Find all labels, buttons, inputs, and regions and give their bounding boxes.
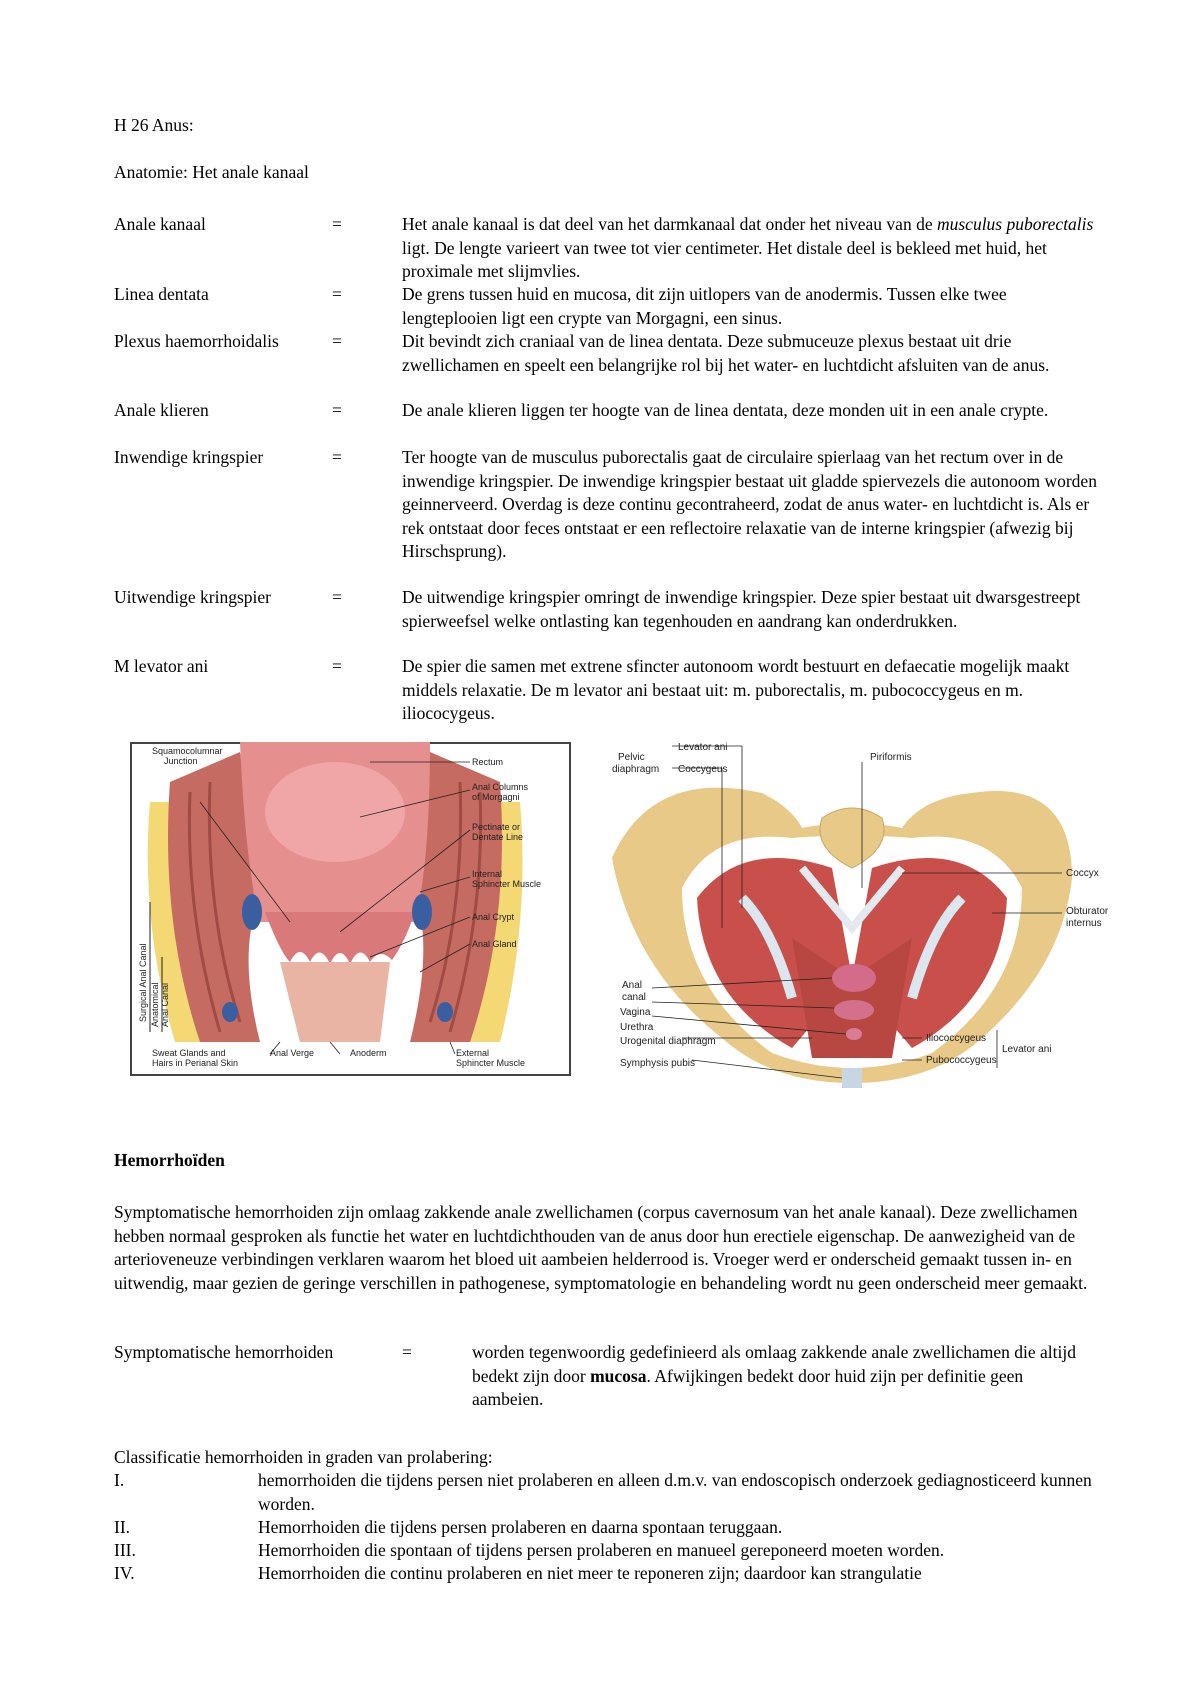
- definition-text-bold: mucosa: [590, 1365, 647, 1386]
- definition-text-part: worden tegenwoordig gedefinieerd als omlaag zakkende anale zwellichamen die altijd bedekt zijn door: [472, 1342, 1076, 1386]
- label-columns-2: of Morgagni: [472, 792, 520, 802]
- classification-text: Hemorrhoiden die continu prolaberen en niet meer te reponeren zijn; daardoor kan strangulatie: [258, 1563, 922, 1583]
- definition-equals: =: [332, 284, 342, 304]
- classification-text: Hemorrhoiden die tijdens persen prolaberen en daarna spontaan teruggaan.: [258, 1517, 783, 1537]
- definition-text: De anale klieren liggen ter hoogte van de linea dentata, deze monden uit in een anale crypte.: [402, 400, 1049, 420]
- label-surgical: Surgical Anal Canal: [138, 943, 148, 1022]
- definition-text-part: Het anale kanaal is dat deel van het darmkanaal dat onder het niveau van de: [402, 214, 937, 234]
- label-pectinate: Pectinate or: [472, 822, 521, 832]
- body-paragraph: Symptomatische hemorrhoiden zijn omlaag zakkende anale zwellichamen (corpus cavernosum van het anale kanaal). Deze zwellichamen hebben normaal gesproken als functie het water en luchtdichthouden van de anus door hun erectiele eigenschap. De aanwezigheid van de arterioveneuze verbindingen verklaren waarom het bloed uit aambeien helderrood is. Vroeger werd er onderscheid gemaakt tussen in- en uitwendig, maar gezien de geringe verschillen in pathogenese, symptomatologie en behandeling wordt nu geen onderscheid meer gemaakt.: [114, 1202, 1088, 1293]
- definition-term: Symptomatische hemorrhoiden: [114, 1342, 334, 1362]
- label-iliococcygeus: Iliococcygeus: [926, 1033, 987, 1044]
- definition-term: Linea dentata: [114, 284, 209, 304]
- anal-canal-illustration: [130, 742, 571, 1076]
- label-symphysis: Symphysis pubis: [620, 1058, 696, 1069]
- classification-number: III.: [114, 1540, 136, 1560]
- label-pectinate-2: Dentate Line: [472, 832, 524, 842]
- definition-text-part: ligt. De lengte varieert van twee tot vier centimeter. Het distale deel is bekleed met huid, het proximale met slijmvlies.: [402, 237, 1047, 281]
- label-levator: Levator ani: [678, 742, 728, 753]
- pelvic-diaphragm-illustration: [592, 738, 1112, 1118]
- label-urogenital: Urogenital diaphragm: [620, 1036, 716, 1047]
- definition-text: [472, 1341, 1097, 1412]
- label-anoderm: Anoderm: [350, 1048, 387, 1058]
- definition-text-emphasis: musculus puborectalis: [936, 214, 1094, 234]
- label-piriformis: Piriformis: [870, 752, 912, 763]
- definition-equals: =: [332, 400, 342, 420]
- definition-term: Uitwendige kringspier: [114, 587, 271, 607]
- label-pelvic: Pelvic: [618, 752, 645, 763]
- label-anatomical: Anatomical: [150, 982, 160, 1027]
- definition-term: Anale kanaal: [114, 214, 206, 234]
- definition-equals: =: [332, 656, 342, 676]
- definition-equals: =: [402, 1342, 412, 1362]
- label-gland: Anal Gland: [472, 939, 517, 949]
- definition-text: Dit bevindt zich craniaal van de linea dentata. Deze submuceuze plexus bestaat uit drie zwellichamen en speelt een belangrijke rol bij het water- en luchtdicht afsluiten van de anus.: [402, 331, 1050, 375]
- definition-equals: =: [332, 447, 342, 467]
- definition-text: De grens tussen huid en mucosa, dit zijn uitlopers van de anodermis. Tussen elke twee lengteplooien ligt een crypte van Morgagni, een sinus.: [402, 284, 1007, 328]
- classification-number: I.: [114, 1470, 125, 1490]
- label-coccygeus: Coccygeus: [678, 764, 728, 775]
- label-crypt: Anal Crypt: [472, 912, 515, 922]
- label-rectum: Rectum: [472, 757, 504, 767]
- label-squamo: Squamocolumnar: [152, 746, 223, 756]
- label-columns: Anal Columns: [472, 782, 529, 792]
- classification-text: Hemorrhoiden die spontaan of tijdens persen prolaberen en manueel gereponeerd moeten worden.: [258, 1540, 945, 1560]
- page-title: H 26 Anus:: [114, 115, 194, 135]
- label-urethra: Urethra: [620, 1022, 654, 1033]
- definition-equals: =: [332, 587, 342, 607]
- label-coccyx: Coccyx: [1066, 868, 1099, 879]
- definition-term: Inwendige kringspier: [114, 447, 264, 467]
- definition-equals: =: [332, 331, 342, 351]
- label-sweat: Sweat Glands and: [152, 1048, 226, 1058]
- label-pelvic-2: diaphragm: [612, 764, 660, 775]
- label-vagina: Vagina: [620, 1007, 651, 1018]
- label-internal: Internal: [472, 869, 503, 879]
- classification-text: hemorrhoiden die tijdens persen niet prolaberen en alleen d.m.v. van endoscopisch onderzoek gediagnosticeerd kunnen worden.: [258, 1470, 1092, 1514]
- page-subtitle: Anatomie: Het anale kanaal: [114, 162, 309, 182]
- label-obturator-2: internus: [1066, 918, 1102, 929]
- label-pubococcygeus: Pubococcygeus: [926, 1055, 997, 1066]
- definition-equals: =: [332, 214, 342, 234]
- label-external-2: Sphincter Muscle: [456, 1058, 526, 1068]
- definition-text: Ter hoogte van de musculus puborectalis gaat de circulaire spierlaag van het rectum over in de inwendige kringspier. De inwendige kringspier bestaat uit gladde spiervezels die autonoom worden geinnerveerd. Overdag is deze continu gecontraheerd, zodat de anus water- en luchtdicht is. Als er rek ontstaat door feces ontstaat er een reflectoire relaxatie van de interne kringspier (afwezig bij Hirschsprung).: [402, 447, 1097, 561]
- classification-title: Classificatie hemorrhoiden in graden van prolabering:: [114, 1447, 493, 1467]
- label-junction: Junction: [164, 756, 198, 766]
- definition-text: [402, 213, 1102, 284]
- label-sweat-2: Hairs in Perianal Skin: [152, 1058, 239, 1068]
- definition-text-part: . Afwijkingen bedekt door huid zijn per definitie geen aambeien.: [472, 1365, 1024, 1409]
- label-verge: Anal Verge: [270, 1048, 315, 1058]
- label-internal-2: Sphincter Muscle: [472, 879, 542, 889]
- classification-number: II.: [114, 1517, 131, 1537]
- classification-number: IV.: [114, 1563, 135, 1583]
- definition-text: De uitwendige kringspier omringt de inwendige kringspier. Deze spier bestaat uit dwarsgestreept spierweefsel welke ontlasting kan tegenhouden en aandrang kan onderdrukken.: [402, 587, 1081, 631]
- label-external: External: [456, 1048, 490, 1058]
- label-obturator: Obturator: [1066, 906, 1109, 917]
- definition-term: Plexus haemorrhoidalis: [114, 331, 279, 351]
- section-heading: Hemorrhoïden: [114, 1150, 225, 1170]
- definition-term: M levator ani: [114, 656, 209, 676]
- label-levator-2: Levator ani: [1002, 1044, 1052, 1055]
- definition-text: De spier die samen met extrene sfincter autonoom wordt bestuurt en defaecatie mogelijk maakt middels relaxatie. De m levator ani bestaat uit: m. puborectalis, m. pubococcygeus en m. iliococygeus.: [402, 656, 1070, 723]
- label-analcanal: Anal: [622, 980, 643, 991]
- label-analcanal-2: canal: [622, 992, 646, 1003]
- label-anatomical-2: Anal Canal: [160, 982, 170, 1027]
- definition-term: Anale klieren: [114, 400, 209, 420]
